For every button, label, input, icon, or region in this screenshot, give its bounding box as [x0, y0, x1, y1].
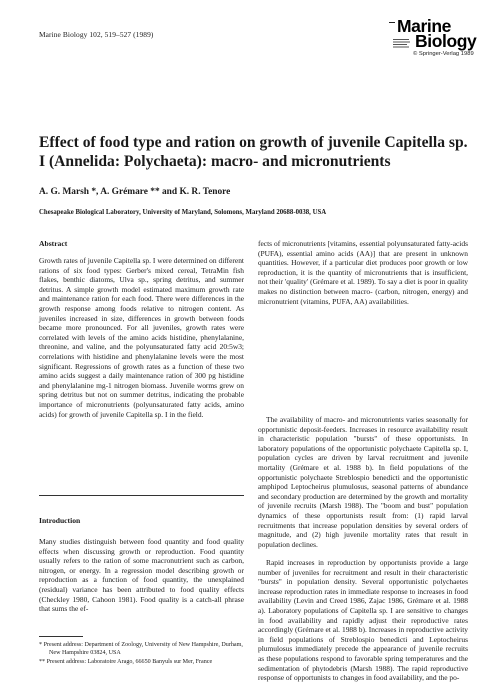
logo-rule — [389, 22, 395, 23]
body-paragraph-2: The availability of macro- and micronutrients varies seasonally for opportunistic deposit-feeders. Increases in resource availability result in characteristic population "bursts" of these opportunists. In laboratory populations of the opportunistic polychaete Capitella sp. I, population cycles are driven by larval recruitment and juvenile mortality (Grémare et al. 1988 b). In field populations of the opportunistic polychaete Streblospio benedicti and the opportunistic amphipod Leptocheirus plumulosus, seasonal patterns of abundance and secondary production are determined by the growth and mortality of juvenile recruits (Marsh 1988). The "boom and bust" population dynamics of these opportunists result from: (1) rapid larval recruitments that increase population densities by several orders of magnitude, and (2) high juvenile mortality rates that result in population declines. — [258, 415, 468, 549]
footnote-rule — [39, 636, 83, 637]
article-affiliation: Chesapeake Biological Laboratory, University of Maryland, Solomons, Maryland 20688-0038, USA — [39, 209, 327, 216]
logo-fine-print — [393, 39, 411, 50]
logo-fine-print-lines — [393, 39, 411, 48]
abstract-heading: Abstract — [39, 239, 68, 248]
article-title: Effect of food type and ration on growth of juvenile Capitella sp. I (Annelida: Polychaeta): macro- and micronutrients — [39, 134, 468, 170]
left-column — [39, 239, 244, 667]
journal-logo — [389, 16, 477, 76]
article-authors: A. G. Marsh *, A. Grémare ** and K. R. Tenore — [39, 187, 231, 197]
abstract-separator — [39, 495, 244, 496]
footnote-1: * Present address: Department of Zoology, University of New Hampshire, Durham, New Hampshire 03824, USA — [39, 642, 243, 656]
logo-biology: Biology — [415, 31, 477, 51]
journal-citation: Marine Biology 102, 519–527 (1989) — [39, 30, 154, 39]
body-paragraph-3: Rapid increases in reproduction by opportunists provide a large number of juveniles for recruitment and result in their characteristic "bursts" in population density. Several opportunistic polychaetes increase reproduction rates in immediate response to increases in food availability (Levin and Creed 1986, Zajac 1986, Grémare et al. 1988 a). Laboratory populations of Capitella sp. I are sensitive to changes in food availability and rapidly adjust their reproductive rates accordingly (Grémare et al. 1988 b). Increases in reproductive activity in field populations of Streblospio benedicti and Leptocheirus plumulosus immediately precede the appearance of juvenile recruits as these populations respond to favorable spring temperatures and the sedimentation of phytodebris (Marsh 1988). The rapid reproductive response of opportunists to changes in food availability, and the po- — [258, 558, 468, 683]
right-column — [258, 239, 468, 683]
logo-marine: Marine — [397, 16, 452, 36]
logo-copyright: © Springer-Verlag 1989 — [413, 51, 474, 57]
introduction-text: Many studies distinguish between food quantity and food quality effects when discussing growth or reproduction. Food quantity usually refers to the ration of some macronutrient such as carbon, nitrogen, or energy. In a regression model describing growth or reproduction as a function of food quantity, the unexplained (residual) variance has been attributed to food quality effects (Checkley 1980, Cahoon 1981). Food quality is a catch-all phrase that sums the ef- — [39, 537, 244, 614]
introduction-heading: Introduction — [39, 516, 81, 525]
abstract-text: Growth rates of juvenile Capitella sp. I were determined on different rations of six food types: Gerber's mixed cereal, TetraMin fish flakes, benthic diatoms, Ulva sp., spring detritus, and summer detritus. A simple growth model estimated maximum growth rate and maintenance ration for each food. There were differences in the growth response among foods relative to nitrogen content. As juveniles increased in size, differences in growth between foods became more pronounced. For all juveniles, growth rates were correlated with levels of the amino acids histidine, phenylalanine, threonine, and valine, and the polyunsaturated fatty acid 20:5w3; correlations with histidine and phenylalanine levels were the most significant. Regressions of growth rates as a function of these two amino acids suggest a daily maintenance ration of 300 pg histidine and phenylalanine mg-1 nitrogen biomass. Juvenile worms grew on spring detritus but not on summer detritus, indicating the probable importance of micronutrients (polyunsaturated fatty acids, amino acids) for growth of juvenile Capitella sp. I in the field. — [39, 256, 244, 419]
footnote-2: ** Present address: Laboratoire Arago, 66650 Banyuls sur Mer, France — [39, 659, 213, 665]
body-paragraph-1: fects of micronutrients [vitamins, essential polyunsaturated fatty-acids (PUFA), essential amino acids (AA)] that are present in unknown quantities. However, if a particular diet produces poor growth or low reproduction, it is the quantity of micronutrients that is insufficient, not their 'quality' (Grémare et al. 1989). To say a diet is poor in quality makes no distinction between macro- (carbon, nitrogen, energy) and micronutrient (vitamins, PUFA, AA) availabilities. — [258, 239, 468, 306]
